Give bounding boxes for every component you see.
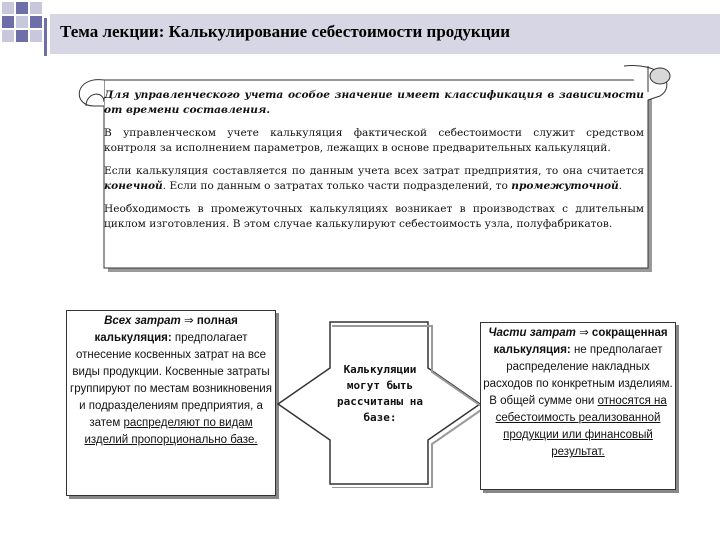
p3-intermediate-term: промежуточной	[511, 180, 619, 192]
scroll-paragraph-2: В управленческом учете калькуляция фактической себестоимости служит средством контроля за исполнением параметров, лежащих в основе предварительных калькуляций.	[104, 127, 644, 154]
right-box-body: не предполагает распределение накладных расходов по конкретным изделиям. В общей сумме они	[483, 344, 673, 407]
scroll-panel	[64, 62, 678, 274]
left-box-underlined: распределяют по видам изделий пропорционально базе.	[84, 417, 258, 446]
p3-text-c: . Если по данным о затратах только части подразделений, то	[162, 180, 512, 192]
scroll-text	[104, 88, 644, 240]
full-costing-box	[66, 310, 276, 496]
left-box-heading: Всех затрат	[104, 315, 181, 327]
p3-final-term: конечной	[104, 180, 163, 192]
scroll-paragraph-4: Необходимость в промежуточных калькуляциях возникает в производствах с длительным циклом изготовления. В этом случае калькулируют себестоимость узла, полуфабрикатов.	[104, 203, 644, 230]
implies-arrow-icon: ⇒	[579, 327, 589, 339]
page-title: Тема лекции: Калькулирование себестоимости продукции	[60, 22, 511, 41]
right-box-heading: Части затрат	[488, 327, 576, 339]
left-box-body: предполагает отнесение косвенных затрат на все виды продукции. Косвенные затраты группируют по местам возникновения и подразделениям предприятия, а затем	[70, 332, 272, 429]
center-caption: Калькуляции могут быть рассчитаны на базе:	[336, 363, 424, 424]
reduced-costing-box	[480, 322, 676, 490]
right-box-term: сокращенная калькуляция:	[493, 327, 668, 356]
left-box-term: полная калькуляция:	[94, 315, 238, 344]
p3-text-e: .	[618, 180, 623, 192]
scroll-paragraph-1: Для управленческого учета особое значение имеет классификация в зависимости от времени составления.	[104, 89, 644, 116]
p3-text-a: Если калькуляция составляется по данным учета всех затрат предприятия, то она считается	[104, 165, 644, 177]
scroll-paragraph-3	[104, 164, 644, 194]
checker-decoration	[0, 0, 50, 50]
title-accent-line	[44, 18, 47, 56]
right-box-underlined: относятся на себестоимость реализованной продукции или финансовый результат.	[495, 395, 667, 458]
implies-arrow-icon: ⇒	[183, 315, 194, 327]
